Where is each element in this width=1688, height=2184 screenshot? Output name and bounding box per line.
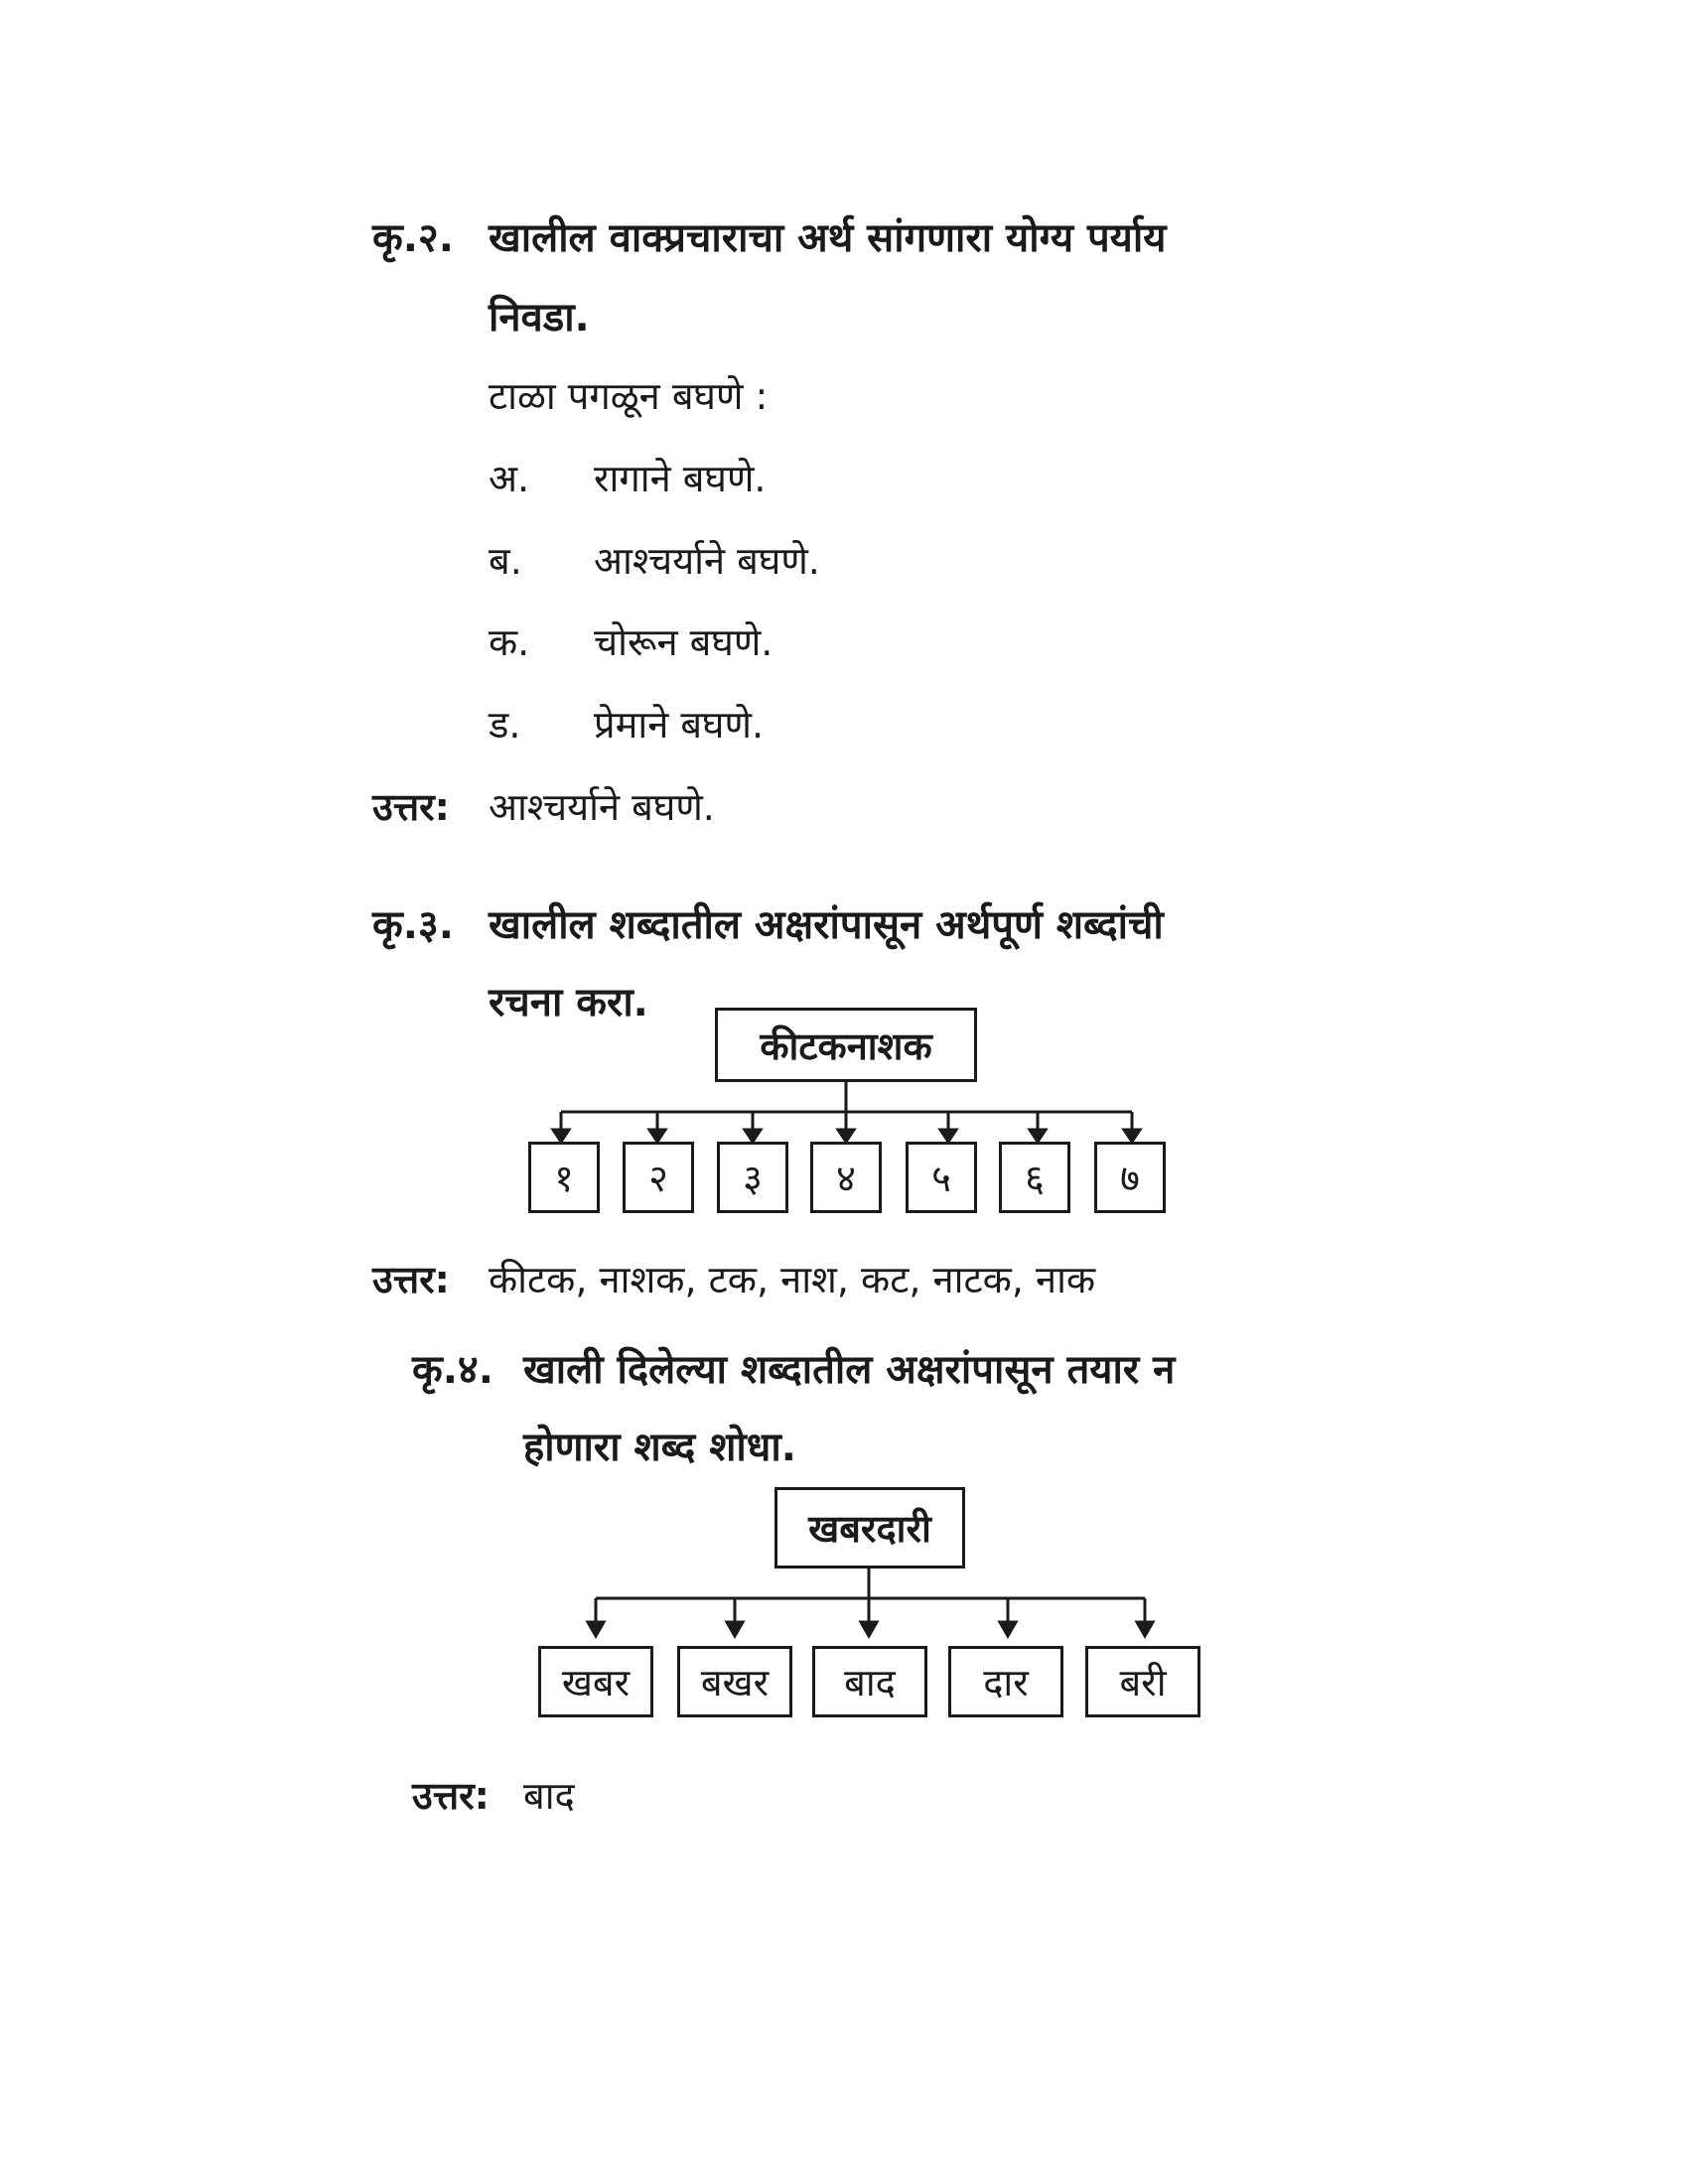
q2-option-label-d: ड. (489, 703, 521, 747)
q3-blank-box-7: ७ (1094, 1142, 1166, 1213)
q3-blank-box-6: ६ (999, 1142, 1070, 1213)
q3-blank-box-4: ४ (810, 1142, 882, 1213)
q3-blank-box-2: २ (623, 1142, 694, 1213)
q4-option-box-4: दार (948, 1646, 1063, 1717)
q4-option-box-5: बरी (1085, 1646, 1200, 1717)
q3-number: कृ.३. (372, 902, 454, 948)
q2-option-text-c: चोरून बघणे. (594, 620, 774, 664)
q3-prompt-line2: रचना करा. (489, 980, 648, 1025)
q2-option-label-c: क. (489, 620, 530, 664)
q2-prompt-line2: निवडा. (489, 295, 590, 341)
q3-blank-box-3: ३ (717, 1142, 788, 1213)
q4-option-box-1: खबर (538, 1646, 653, 1717)
q2-option-text-d: प्रेमाने बघणे. (594, 703, 765, 747)
q2-answer-label: उत्तर: (372, 785, 450, 829)
q4-root-word-box: खबरदारी (774, 1487, 965, 1569)
q4-prompt-line1: खाली दिलेल्या शब्दातील अक्षरांपासून तयार न (523, 1347, 1176, 1393)
q2-option-text-b: आश्चर्याने बघणे. (594, 539, 820, 583)
q3-blank-box-5: ५ (906, 1142, 977, 1213)
q3-root-word-box: कीटकनाशक (715, 1008, 977, 1082)
q2-answer: आश्चर्याने बघणे. (489, 785, 715, 829)
q2-option-label-b: ब. (489, 539, 522, 583)
q4-option-box-3: बाद (812, 1646, 927, 1717)
q3-answer-label: उत्तर: (372, 1258, 450, 1301)
q4-answer: बाद (523, 1774, 575, 1818)
q2-phrase: टाळा पगळून बघणे : (489, 374, 769, 418)
q4-number: कृ.४. (412, 1347, 493, 1393)
q4-prompt-line2: होणारा शब्द शोधा. (523, 1425, 796, 1470)
q2-prompt-line1: खालील वाक्प्रचाराचा अर्थ सांगणारा योग्य पर्याय (489, 215, 1167, 261)
q3-blank-box-1: १ (528, 1142, 600, 1213)
q4-option-box-2: बखर (677, 1646, 792, 1717)
q2-number: कृ.२. (372, 215, 454, 261)
q2-option-text-a: रागाने बघणे. (594, 457, 767, 500)
q3-prompt-line1: खालील शब्दातील अक्षरांपासून अर्थपूर्ण शब्दांची (489, 902, 1164, 948)
q2-option-label-a: अ. (489, 457, 530, 500)
q4-answer-label: उत्तर: (412, 1774, 490, 1818)
q3-answer: कीटक, नाशक, टक, नाश, कट, नाटक, नाक (489, 1258, 1096, 1301)
